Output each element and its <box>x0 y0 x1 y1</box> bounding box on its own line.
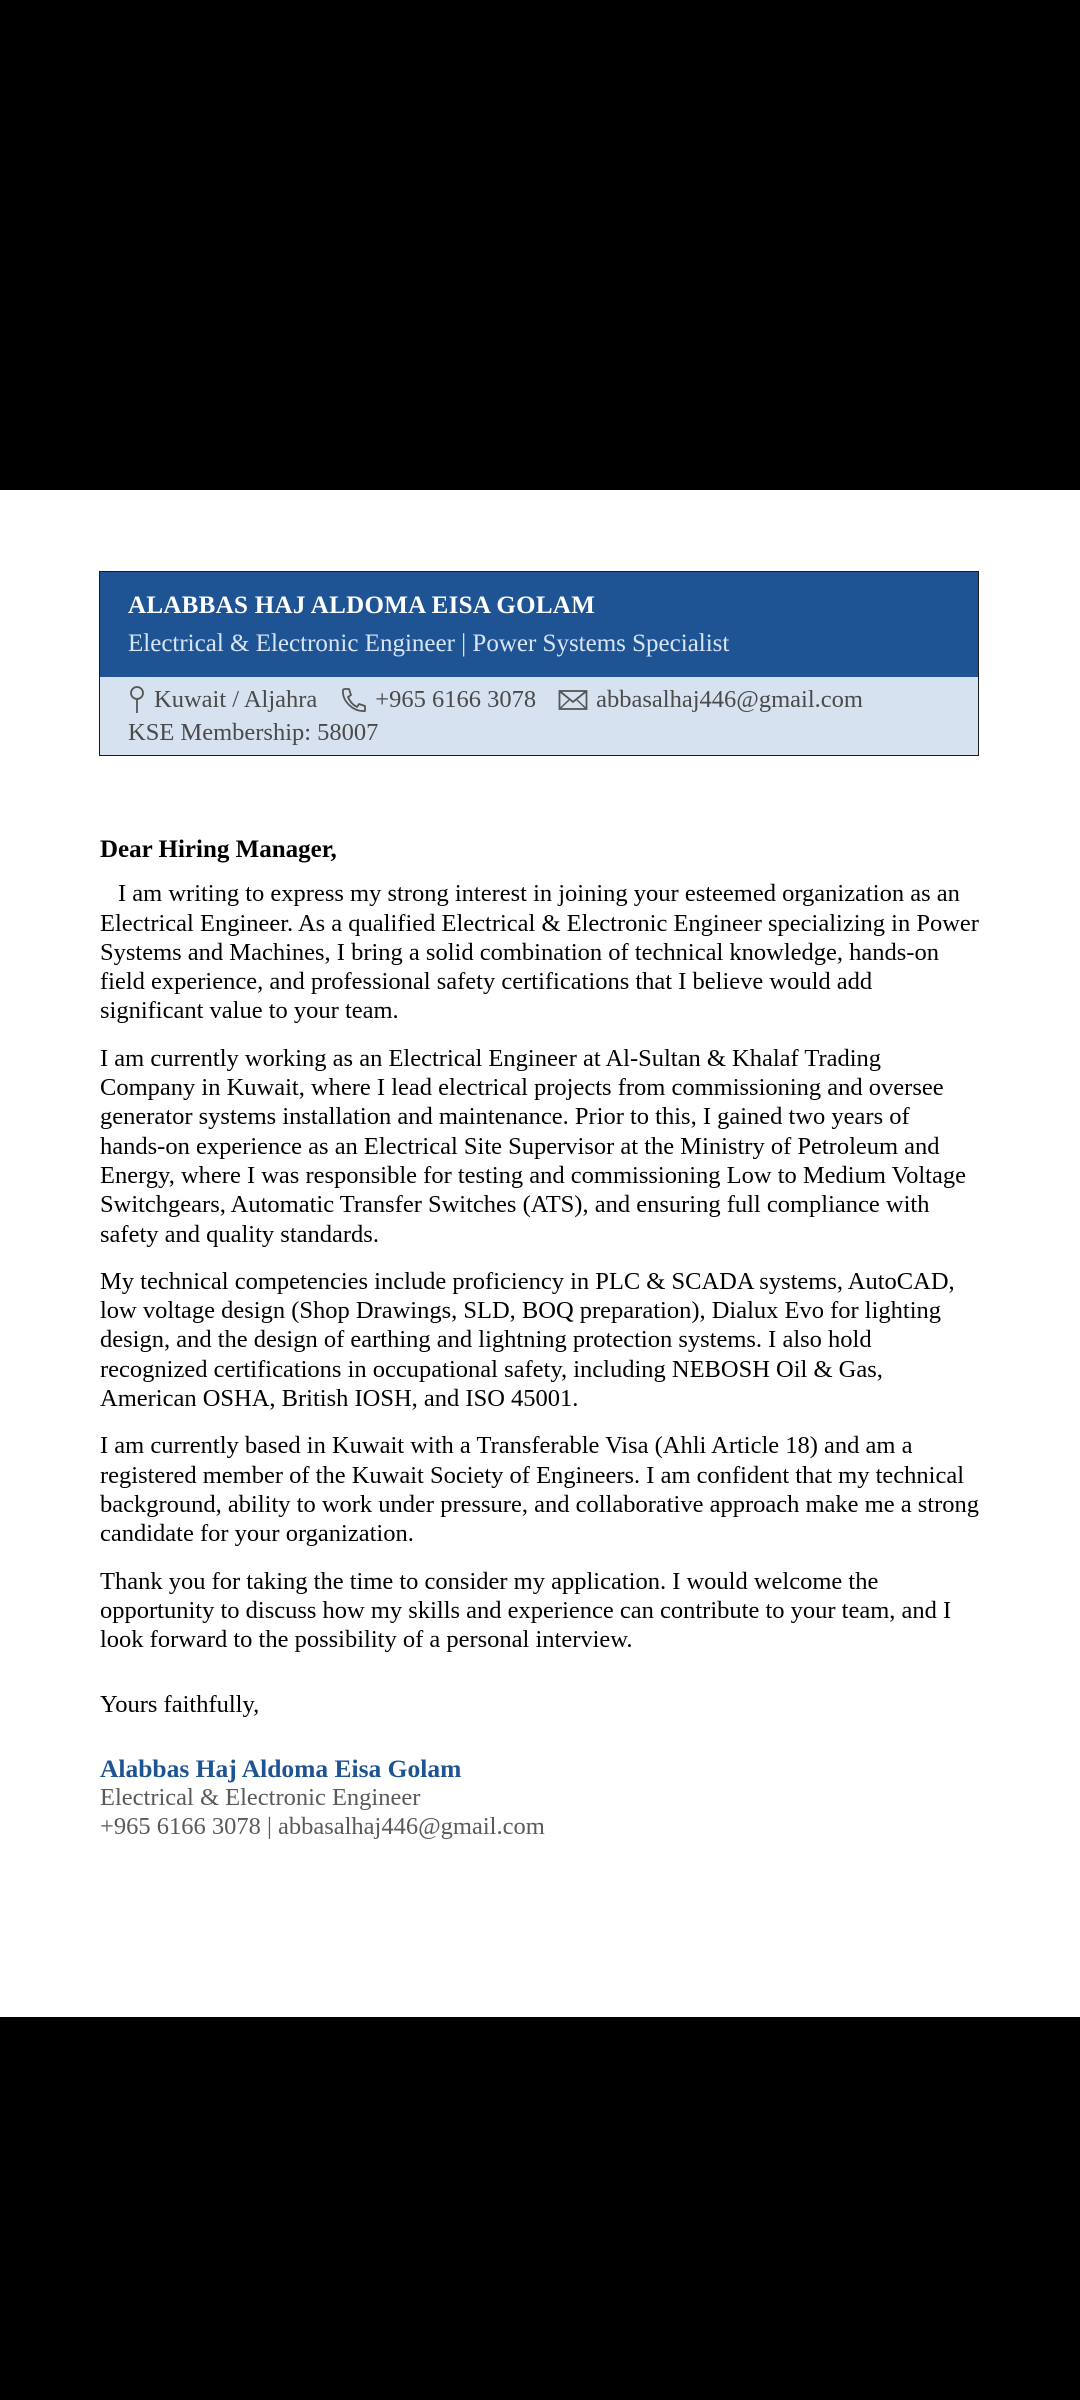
phone-text: +965 6166 3078 <box>375 686 537 713</box>
envelope-icon <box>558 689 588 711</box>
location-item <box>128 686 317 714</box>
letterhead-title-band <box>100 572 978 677</box>
phone-item[interactable] <box>339 686 536 714</box>
letter-body <box>100 835 980 1842</box>
salutation: Dear Hiring Manager, <box>100 836 337 863</box>
bottom-black-bar <box>0 2017 1080 2400</box>
signature-title: Electrical & Electronic Engineer <box>100 1784 421 1812</box>
signature-name: Alabbas Haj Aldoma Eisa Golam <box>100 1753 462 1783</box>
signature-contact: +965 6166 3078 | abbasalhaj446@gmail.com <box>100 1813 545 1841</box>
paragraph-thanks: Thank you for taking the time to consider my application. I would welcome the opportunity to discuss how my skills and experience can contribute to your team, and I look forward to the possibility of a personal interview. <box>100 1567 952 1654</box>
phone-icon <box>339 687 367 713</box>
closing: Yours faithfully, <box>100 1691 260 1719</box>
paragraph-visa: I am currently based in Kuwait with a Transferable Visa (Ahli Article 18) and am a registered member of the Kuwait Society of Engineers. I am confident that my technical background, ability to work under pressure, and collaborative approach make me a strong candidate for your organization. <box>100 1432 979 1548</box>
kse-membership: KSE Membership: 58007 <box>128 719 379 746</box>
paragraph-competencies: My technical competencies include proficiency in PLC & SCADA systems, AutoCAD, low voltage design (Shop Drawings, SLD, BOQ preparation), Dialux Evo for lighting design, and the design of earthing and lightning protection systems. I also hold recognized certifications in occupational safety, including NEBOSH Oil & Gas, American OSHA, British IOSH, and ISO 45001. <box>100 1267 955 1413</box>
location-pin-icon <box>128 686 146 714</box>
applicant-title: Electrical & Electronic Engineer | Power Systems Specialist <box>128 630 730 657</box>
top-black-bar <box>0 0 1080 490</box>
applicant-name: ALABBAS HAJ ALDOMA EISA GOLAM <box>128 592 596 619</box>
email-item[interactable] <box>558 686 863 714</box>
location-text: Kuwait / Aljahra <box>154 686 318 713</box>
paragraph-experience: I am currently working as an Electrical Engineer at Al-Sultan & Khalaf Trading Company in Kuwait, where I lead electrical projects from commissioning and oversee generator systems installation and maintenance. Prior to this, I gained two years of hands-on experience as an Electrical Site Supervisor at the Ministry of Petroleum and Energy, where I was responsible for testing and commissioning Low to Medium Voltage Switchgears, Automatic Transfer Switches (ATS), and ensuring full compliance with safety and quality standards. <box>100 1044 966 1248</box>
paragraph-intro: I am writing to express my strong interest in joining your esteemed organization as an Electrical Engineer. As a qualified Electrical & Electronic Engineer specializing in Power Systems and Machines, I bring a solid combination of technical knowledge, hands-on field experience, and professional safety certifications that I believe would add significant value to your team. <box>100 880 979 1025</box>
letter-page <box>0 490 1080 2017</box>
contact-row <box>128 686 885 714</box>
email-text: abbasalhaj446@gmail.com <box>596 686 863 713</box>
letterhead <box>99 571 979 756</box>
